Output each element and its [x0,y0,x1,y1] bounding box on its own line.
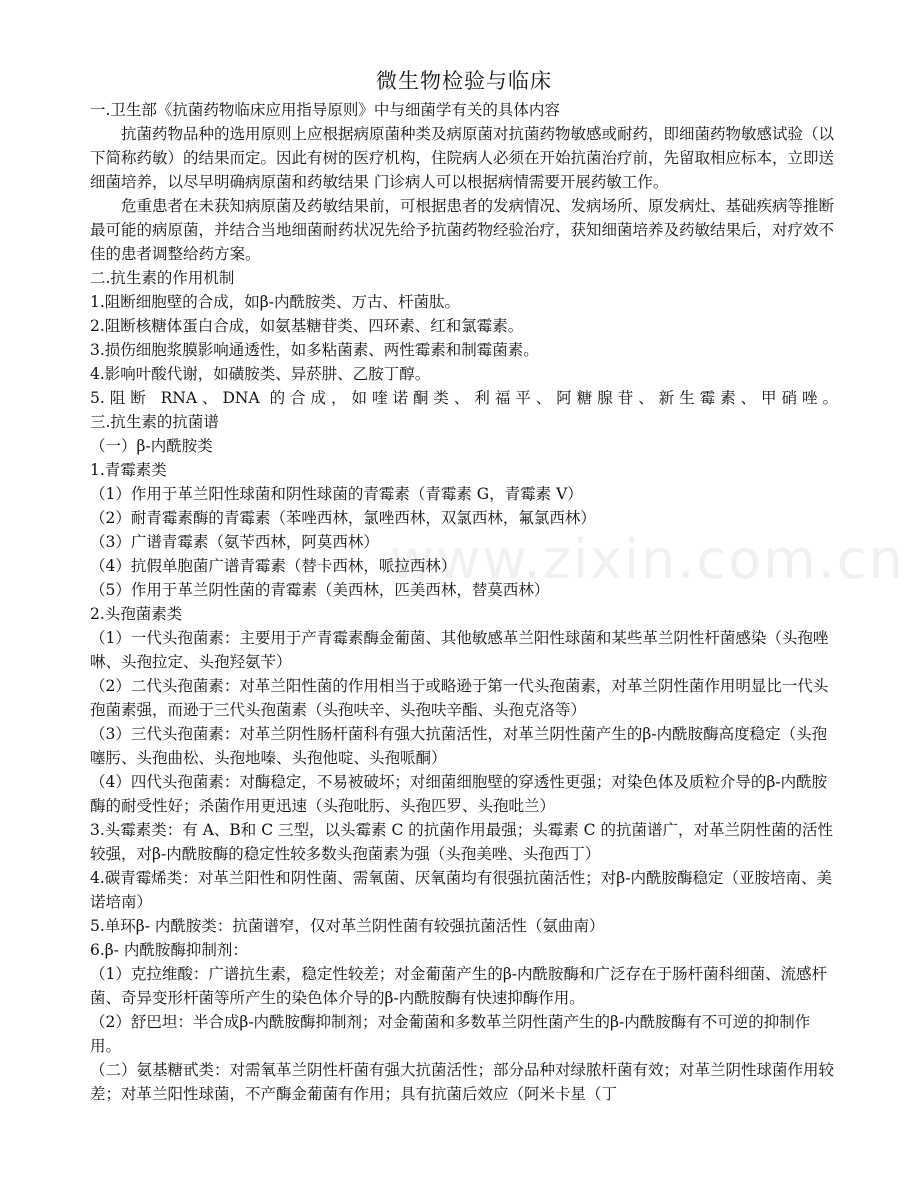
document-title: 微生物检验与临床 [376,69,552,93]
paragraph: 抗菌药物品种的选用原则上应根据病原菌种类及病原菌对抗菌药物敏感或耐药，即细菌药物敏感试验（以下简称药敏）的结果而定。因此有树的医疗机构，住院病人必须在开始抗菌治疗前，先留取相应标本，立即送细菌培养，以尽早明确病原菌和药敏结果 门诊病人可以根据病情需要开展药敏工作。 [90,125,835,191]
list-item: （2）舒巴坦：半合成β-内酰胺酶抑制剂；对金葡菌和多数革兰阴性菌产生的β-内酰胺酶有不可逆的抑制作用。 [90,1013,811,1055]
list-item: （2）二代头孢菌素：对革兰阳性菌的作用相当于或略逊于第一代头孢菌素，对革兰阴性菌作用明显比一代头孢菌素强，而逊于三代头孢菌素（头孢呋辛、头孢呋辛酯、头孢克洛等） [90,677,829,719]
subsection-heading: 6.β- 内酰胺酶抑制剂： [90,941,248,959]
list-item: （1）克拉维酸：广谱抗生素，稳定性较差；对金葡菌产生的β-内酰胺酶和广泛存在于肠杆菌科细菌、流感杆菌、奇异变形杆菌等所产生的染色体介导的β-内酰胺酶有快速抑酶作用。 [90,965,828,1007]
list-item: （二）氨基糖甙类：对需氧革兰阴性杆菌有强大抗菌活性；部分品种对绿脓杆菌有效；对革兰阴性球菌作用较差；对革兰阳性球菌，不产酶金葡菌有作用；具有抗菌后效应（阿米卡星（丁 [90,1061,835,1103]
list-item: 5.单环β- 内酰胺类：抗菌谱窄，仅对革兰阴性菌有较强抗菌活性（氨曲南） [90,917,605,935]
list-item: 2.阻断核糖体蛋白合成，如氨基糖苷类、四环素、红和氯霉素。 [90,317,524,335]
list-item: （1）一代头孢菌素：主要用于产青霉素酶金葡菌、其他敏感革兰阳性球菌和某些革兰阴性杆菌感染（头孢唑啉、头孢拉定、头孢羟氨苄） [90,629,829,671]
list-item: （1）作用于革兰阳性球菌和阴性球菌的青霉素（青霉素 G，青霉素 V） [90,485,583,503]
list-item: 4.影响叶酸代谢，如磺胺类、异菸肼、乙胺丁醇。 [90,365,431,383]
list-item: （4）四代头孢菌素：对酶稳定，不易被破坏；对细菌细胞壁的穿透性更强；对染色体及质粒介导的β-内酰胺酶的耐受性好；杀菌作用更迅速（头孢吡肟、头孢匹罗、头孢吡兰） [90,773,828,815]
list-item: 4.碳青霉烯类：对革兰阳性和阴性菌、需氧菌、厌氧菌均有很强抗菌活性；对β-内酰胺酶稳定（亚胺培南、美诺培南） [90,869,832,911]
list-item: 5.阻断 RNA、DNA 的合成，如喹诺酮类、利福平、阿糖腺苷、新生霉素、甲硝唑。 [90,389,838,407]
list-item: 3.头霉素类：有 A、B和 C 三型，以头霉素 C 的抗菌作用最强；头霉素 C 的抗菌谱广，对革兰阴性菌的活性较强，对β-内酰胺酶的稳定性较多数头孢菌素为强（头孢美唑、头孢西丁） [90,821,833,863]
list-item: （3）三代头孢菌素：对革兰阴性肠杆菌科有强大抗菌活性，对革兰阴性菌产生的β-内酰胺酶高度稳定（头孢噻肟、头孢曲松、头孢地嗪、头孢他啶、头孢哌酮） [90,725,828,767]
list-item: 3.损伤细胞浆膜影响通透性，如多粘菌素、两性霉素和制霉菌素。 [90,341,539,359]
watermark: www.zixin.com.cn [390,528,905,591]
list-item: 1.阻断细胞壁的合成，如β-内酰胺类、万古、杆菌肽。 [90,293,460,311]
section-heading-3: 三.抗生素的抗菌谱 [90,413,219,431]
subsection-heading: 1.青霉素类 [90,461,167,479]
section-heading-1: 一.卫生部《抗菌药物临床应用指导原则》中与细菌学有关的具体内容 [90,101,560,119]
list-item: （3）广谱青霉素（氨苄西林，阿莫西林） [90,533,379,551]
list-item: （4）抗假单胞菌广谱青霉素（替卡西林，哌拉西林） [90,557,457,575]
subsection-heading: （一）β-内酰胺类 [90,437,213,455]
list-item: （2）耐青霉素酶的青霉素（苯唑西林，氯唑西林，双氯西林，氟氯西林） [90,509,596,527]
subsection-heading: 2.头孢菌素类 [90,605,183,623]
paragraph: 危重患者在未获知病原菌及药敏结果前，可根据患者的发病情况、发病场所、原发病灶、基础疾病等推断最可能的病原菌，并结合当地细菌耐药状况先给予抗菌药物经验治疗，获知细菌培养及药敏结果后，对疗效不佳的患者调整给药方案。 [90,197,835,263]
section-heading-2: 二.抗生素的作用机制 [90,269,235,287]
list-item: （5）作用于革兰阴性菌的青霉素（美西林，匹美西林，替莫西林） [90,581,550,599]
